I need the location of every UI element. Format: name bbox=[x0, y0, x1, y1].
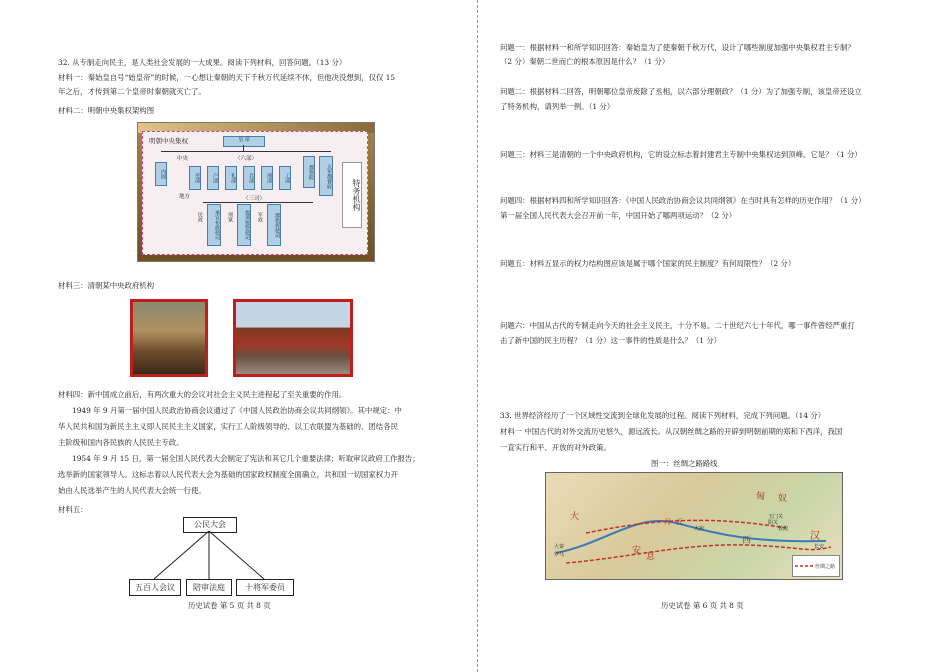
gongbu-box: 工部 bbox=[279, 166, 291, 190]
map-label-da: 大 bbox=[570, 512, 580, 522]
diagram-body bbox=[142, 131, 368, 255]
page-footer-left: 历史试卷 第 5 页 共 8 页 bbox=[188, 601, 271, 610]
map-label-yangguan: 阳关 bbox=[768, 520, 779, 526]
question-33-heading: 33. 世界经济经历了一个区域性交流到全球化发展的过程。阅读下列材料，完成下列问题。（14 分） bbox=[500, 411, 826, 420]
ten-generals-box: 十将军委员 bbox=[236, 579, 294, 596]
libu-rites-box: 礼部 bbox=[225, 166, 237, 190]
map-label-xiong: 匈 bbox=[756, 492, 766, 502]
line bbox=[203, 202, 313, 203]
xingbu-box: 刑部 bbox=[261, 166, 273, 190]
page-footer-right: 历史试卷 第 6 页 共 8 页 bbox=[661, 601, 744, 610]
question-4-line-2: 第一届全国人民代表大会召开前一年，中国开始了哪两项运动？（2 分） bbox=[500, 211, 737, 220]
material-1-line-2: 年之后，才传到第二个皇帝时秦朝就灭亡了。 bbox=[58, 87, 206, 96]
map-label-shi: 氏 bbox=[676, 518, 683, 526]
duchayuan-box: 都察院 bbox=[303, 156, 315, 188]
map-label-dunhuang: 敦煌 bbox=[778, 526, 789, 532]
xingyu-label: 刑狱 bbox=[227, 212, 233, 222]
material-3-label: 材料三：清朝某中央政府机构 bbox=[58, 281, 155, 290]
libu-box: 吏部 bbox=[189, 166, 201, 190]
duzhihuishi-box: 都指挥使司 bbox=[267, 204, 281, 246]
liubu-label: （六部） bbox=[235, 156, 258, 162]
question-3: 问题三：材料三是清朝的一个中央政府机构，它的设立标志着封建君主专制中央集权达到顶峰。它是？（1 分） bbox=[500, 150, 862, 159]
map-title: 图一：丝绸之路路线 bbox=[651, 459, 718, 468]
central-label: 中央 bbox=[177, 156, 189, 162]
material-4-line-7: 始由人民选举产生的人民代表大会统一行使。 bbox=[58, 486, 206, 495]
citizen-assembly-box: 公民大会 bbox=[183, 517, 237, 533]
wujun-box: 五军都督府 bbox=[319, 156, 333, 196]
secret-police-label: 特务机构 bbox=[342, 162, 362, 228]
question-32-heading: 32. 从专制走向民主，是人类社会发展的一大成果。阅读下列材料，回答问题。（13 分） bbox=[58, 58, 347, 67]
material-5-label: 材料五： bbox=[58, 505, 88, 514]
bingbu-box: 兵部 bbox=[243, 166, 255, 190]
map-label-an: 安 bbox=[632, 546, 642, 556]
map-label-daqin: 大秦 bbox=[554, 544, 565, 550]
material-4-line-6: 选举新的国家领导人。这标志着以人民代表大会为基础的国家政权制度全面确立，共和国一切国家权力开 bbox=[58, 470, 398, 479]
material-4-line-5: 1954 年 9 月 15 日，第一届全国人民代表大会制定了宪法和其它几个重要法律；听取审议政府工作报告； bbox=[72, 454, 420, 463]
hubu-box: 户部 bbox=[207, 166, 219, 190]
material-4-line-4: 主阶级和国内各民族的人民民主专政。 bbox=[58, 438, 184, 447]
council-500-box: 五百人会议 bbox=[129, 579, 181, 596]
map-label-yumenguan: 玉门关 bbox=[768, 514, 784, 520]
map-label-west: 西 bbox=[742, 536, 752, 546]
map-label-rome: 罗马 bbox=[554, 552, 565, 558]
map-label-dayuan: 大宛 bbox=[694, 526, 705, 532]
material-4-line-2: 1949 年 9 月第一届中国人民政治协商会议通过了《中国人民政治协商会议共同纲领》。其中规定：中 bbox=[72, 406, 402, 415]
emperor-box: 皇 帝 bbox=[223, 136, 265, 147]
map-label-xi: 息 bbox=[646, 552, 656, 562]
map-legend bbox=[792, 555, 840, 577]
question-6-line-2: 击了新中国的民主历程？（1 分）这一事件的性质是什么？（1 分） bbox=[500, 336, 722, 345]
silk-road-map bbox=[545, 472, 843, 580]
minzheng-label: 民政 bbox=[197, 212, 203, 222]
material-1-line-1: 材料一：秦始皇自号“始皇帝”的时候，一心想让秦朝的天下千秋万代延续不休，但他决没想到，仅仅 15 bbox=[58, 73, 396, 82]
qing-building-exterior-photo bbox=[233, 299, 353, 377]
map-label-changan: 长安 bbox=[814, 544, 825, 550]
material-2-label: 材料二：明朝中央集权架构图 bbox=[58, 106, 155, 115]
sansi-label: （三司） bbox=[243, 196, 266, 202]
line bbox=[161, 151, 331, 152]
neige-box: 内阁 bbox=[155, 162, 167, 186]
buzhengshi-box: 承宣布政使司 bbox=[207, 204, 221, 246]
material-4-line-1: 材料四：新中国成立前后，有两次重大的会议对社会主义民主进程起了至关重要的作用。 bbox=[58, 390, 347, 399]
question-2-line-2: 了特务机构，请列举一例。（1 分） bbox=[500, 102, 615, 111]
local-label: 地方 bbox=[179, 194, 191, 200]
question-2-line-1: 问题二：根据材料二回答，明朝哪位皇帝废除了丞相，以六部分理朝政？（1 分）为了加强专制，该皇帝还设立 bbox=[500, 87, 862, 96]
question-4-line-1: 问题四：根据材料四和所学知识回答：《中国人民政治协商会议共同纲领》在当时具有怎样的历史作用？（1 分） bbox=[500, 196, 866, 205]
qing-office-interior-photo bbox=[130, 299, 208, 377]
legend-route-icon bbox=[795, 562, 813, 570]
material-4-line-3: 华人民共和国为新民主主义即人民民主主义国家，实行工人阶级领导的、以工农联盟为基础的、团结各民 bbox=[58, 422, 398, 431]
legend-label: 丝绸之路 bbox=[815, 564, 836, 570]
anchashi-box: 提刑按察使司 bbox=[237, 204, 251, 246]
question-5: 问题五：材料五显示的权力结构图应该是属于哪个国家的民主制度？有何局限性？（2 分） bbox=[500, 259, 796, 268]
question-1-line-2: （2 分）秦朝二世而亡的根本原因是什么？（1 分） bbox=[500, 57, 670, 66]
map-label-han: 汉 bbox=[810, 531, 820, 542]
question-6-line-1: 问题六：中国从古代的专制走向今天的社会主义民主，十分不易。二十世纪六七十年代，哪一事件曾经严重打 bbox=[500, 321, 855, 330]
question-33-material-1-line-2: 一直实行和平、开放的对外政策。 bbox=[500, 443, 611, 452]
jury-court-box: 陪审法庭 bbox=[186, 579, 232, 596]
junzheng-label: 军政 bbox=[257, 212, 263, 222]
org-connector-lines bbox=[120, 531, 320, 581]
question-1-line-1: 问题一：根据材料一和所学知识回答：秦始皇为了使秦朝千秋万代，设计了哪些制度加强中央集权君主专制？ bbox=[500, 43, 855, 52]
map-label-nu: 奴 bbox=[778, 494, 788, 504]
diagram-top-label: 明朝中央集权 bbox=[149, 137, 188, 145]
map-label-yue: 月 bbox=[664, 518, 671, 526]
ming-central-power-diagram bbox=[137, 122, 375, 262]
question-33-material-1-line-1: 材料一 中国古代的对外交流历史悠久，源远流长。从汉朝丝绸之路的开辟到明朝前期的郑和下西洋，我国 bbox=[500, 427, 843, 436]
